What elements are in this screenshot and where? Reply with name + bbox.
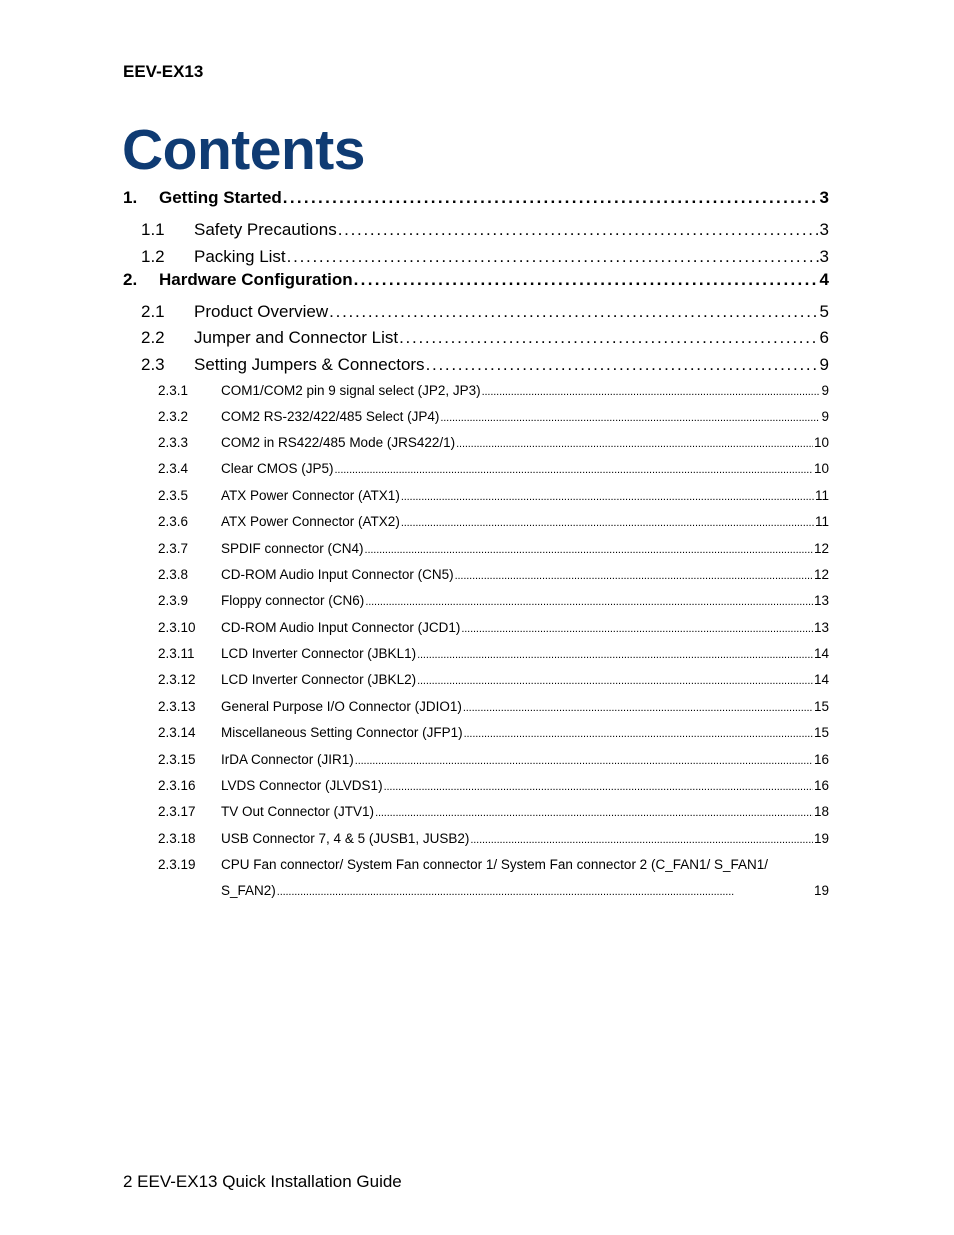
toc-page: 6 — [819, 328, 829, 347]
toc-page: 12 — [813, 541, 829, 556]
toc-entry[interactable] — [123, 672, 829, 690]
toc-number: 2.1 — [141, 302, 165, 321]
toc-page: 11 — [814, 514, 829, 529]
toc-leader — [338, 220, 819, 240]
toc-page: 19 — [813, 831, 829, 846]
toc-title: CPU Fan connector/ System Fan connector 1/ System Fan connector 2 (C_FAN1/ S_FAN1/ — [221, 857, 768, 872]
toc-title: LVDS Connector (JLVDS1) — [221, 778, 383, 793]
toc-title: USB Connector 7, 4 & 5 (JUSB1, JUSB2) — [221, 831, 470, 846]
toc-number: 2.3.4 — [158, 461, 189, 476]
toc-page: 3 — [819, 247, 829, 266]
toc-number: 2.3.2 — [158, 409, 189, 424]
toc-entry[interactable] — [123, 270, 829, 292]
toc-number: 2.3.18 — [158, 831, 196, 846]
toc-page: 11 — [814, 488, 829, 503]
toc-title: Clear CMOS (JP5) — [221, 461, 334, 476]
toc-page: 18 — [813, 804, 829, 819]
toc-leader — [417, 646, 813, 661]
toc-entry[interactable] — [123, 383, 829, 401]
toc-title: COM2 RS-232/422/485 Select (JP4) — [221, 409, 440, 424]
toc-title: IrDA Connector (JIR1) — [221, 752, 354, 767]
toc-title: Floppy connector (CN6) — [221, 593, 365, 608]
toc-number: 2.3.19 — [158, 857, 196, 872]
toc-entry[interactable] — [123, 488, 829, 506]
toc-title: ATX Power Connector (ATX2) — [221, 514, 400, 529]
toc-page: 14 — [813, 672, 829, 687]
toc-number: 2.3.3 — [158, 435, 189, 450]
toc-entry[interactable] — [123, 188, 829, 210]
toc-title: CD-ROM Audio Input Connector (CN5) — [221, 567, 454, 582]
toc-leader — [426, 355, 819, 375]
toc-leader — [384, 778, 813, 793]
toc-leader — [455, 567, 813, 582]
toc-leader — [440, 409, 820, 424]
toc-entry[interactable] — [123, 302, 829, 324]
toc-page: 14 — [813, 646, 829, 661]
toc-leader — [329, 302, 818, 322]
toc-page: 16 — [813, 778, 829, 793]
toc-leader — [401, 488, 814, 503]
toc-number: 2. — [123, 270, 138, 289]
toc-number: 2.3.13 — [158, 699, 196, 714]
toc-leader — [335, 461, 813, 476]
toc-number: 2.3.5 — [158, 488, 189, 503]
toc-title: ATX Power Connector (ATX1) — [221, 488, 400, 503]
toc-entry[interactable] — [123, 646, 829, 664]
toc-entry[interactable] — [123, 541, 829, 559]
toc-number: 2.3.12 — [158, 672, 196, 687]
toc-page: 3 — [819, 188, 829, 207]
toc-title: Hardware Configuration — [159, 270, 353, 289]
toc-entry[interactable] — [123, 752, 829, 770]
toc-entry[interactable] — [123, 435, 829, 453]
toc-number: 2.3.11 — [158, 646, 195, 661]
toc-page: 9 — [821, 409, 829, 424]
toc-title: SPDIF connector (CN4) — [221, 541, 364, 556]
toc-leader — [283, 188, 819, 208]
toc-page: 4 — [819, 270, 829, 289]
toc-entry[interactable] — [123, 804, 829, 822]
toc-number: 1. — [123, 188, 138, 207]
toc-number: 2.3.16 — [158, 778, 196, 793]
running-header: EEV-EX13 — [123, 62, 204, 81]
toc-page: 9 — [821, 383, 829, 398]
toc-leader — [417, 672, 813, 687]
toc-title-cont: S_FAN2) — [221, 883, 276, 898]
toc-page: 3 — [819, 220, 829, 239]
toc-entry[interactable] — [123, 355, 829, 377]
toc-entry[interactable] — [123, 514, 829, 532]
toc-leader — [354, 270, 819, 290]
toc-number: 2.3.17 — [158, 804, 196, 819]
toc-title: Setting Jumpers & Connectors — [194, 355, 425, 374]
toc-number: 2.3.6 — [158, 514, 189, 529]
toc-number: 2.2 — [141, 328, 165, 347]
toc-title: Jumper and Connector List — [194, 328, 399, 347]
toc-leader — [287, 247, 819, 267]
toc-number: 2.3.14 — [158, 725, 196, 740]
toc-page: 12 — [813, 567, 829, 582]
toc-entry[interactable] — [123, 247, 829, 269]
toc-leader — [399, 328, 818, 348]
toc-entry[interactable] — [123, 409, 829, 427]
toc-page: 13 — [813, 620, 829, 635]
toc-number: 2.3.10 — [158, 620, 196, 635]
toc-entry[interactable] — [123, 699, 829, 717]
toc-title: LCD Inverter Connector (JBKL2) — [221, 672, 417, 687]
toc-title: Miscellaneous Setting Connector (JFP1) — [221, 725, 463, 740]
toc-entry[interactable] — [123, 620, 829, 638]
toc-leader — [277, 883, 813, 898]
toc-entry[interactable] — [123, 725, 829, 743]
toc-leader — [456, 435, 813, 450]
toc-leader — [464, 725, 813, 740]
toc-entry[interactable] — [123, 831, 829, 849]
toc-entry[interactable] — [123, 461, 829, 479]
toc-leader — [470, 831, 813, 846]
toc-leader — [461, 620, 813, 635]
toc-number: 2.3.7 — [158, 541, 189, 556]
toc-leader — [482, 383, 821, 398]
toc-number: 2.3.1 — [158, 383, 189, 398]
toc-page: 10 — [813, 435, 829, 450]
toc-entry[interactable] — [123, 778, 829, 796]
page-title: Contents — [122, 118, 365, 182]
toc-entry[interactable] — [123, 857, 829, 905]
toc-leader — [355, 752, 813, 767]
toc-page: 15 — [813, 699, 829, 714]
toc-number: 1.1 — [141, 220, 165, 239]
toc-title: COM1/COM2 pin 9 signal select (JP2, JP3) — [221, 383, 481, 398]
toc-entry[interactable] — [123, 328, 829, 350]
toc-entry[interactable] — [123, 593, 829, 611]
toc-page: 16 — [813, 752, 829, 767]
toc-page: 9 — [819, 355, 829, 374]
toc-leader — [375, 804, 813, 819]
toc-title: Safety Precautions — [194, 220, 337, 239]
toc-leader — [365, 593, 813, 608]
toc-entry[interactable] — [123, 220, 829, 242]
toc-number: 2.3.8 — [158, 567, 189, 582]
toc-number: 2.3.15 — [158, 752, 196, 767]
toc-title: Getting Started — [159, 188, 282, 207]
toc-title: General Purpose I/O Connector (JDIO1) — [221, 699, 462, 714]
toc-number: 2.3 — [141, 355, 165, 374]
toc-title: TV Out Connector (JTV1) — [221, 804, 375, 819]
toc-title: Product Overview — [194, 302, 329, 321]
toc-page: 5 — [819, 302, 829, 321]
toc-title: LCD Inverter Connector (JBKL1) — [221, 646, 417, 661]
page-footer: 2 EEV-EX13 Quick Installation Guide — [123, 1172, 402, 1191]
toc-title: Packing List — [194, 247, 286, 266]
toc-title: COM2 in RS422/485 Mode (JRS422/1) — [221, 435, 456, 450]
toc-page: 10 — [813, 461, 829, 476]
toc-number: 2.3.9 — [158, 593, 189, 608]
toc-leader — [365, 541, 813, 556]
toc-entry[interactable] — [123, 567, 829, 585]
toc-page: 19 — [813, 883, 829, 898]
toc-leader — [463, 699, 813, 714]
toc-leader — [401, 514, 814, 529]
toc-title-continuation — [221, 883, 829, 898]
toc-page: 13 — [813, 593, 829, 608]
toc-number: 1.2 — [141, 247, 165, 266]
toc-page: 15 — [813, 725, 829, 740]
toc-title: CD-ROM Audio Input Connector (JCD1) — [221, 620, 461, 635]
